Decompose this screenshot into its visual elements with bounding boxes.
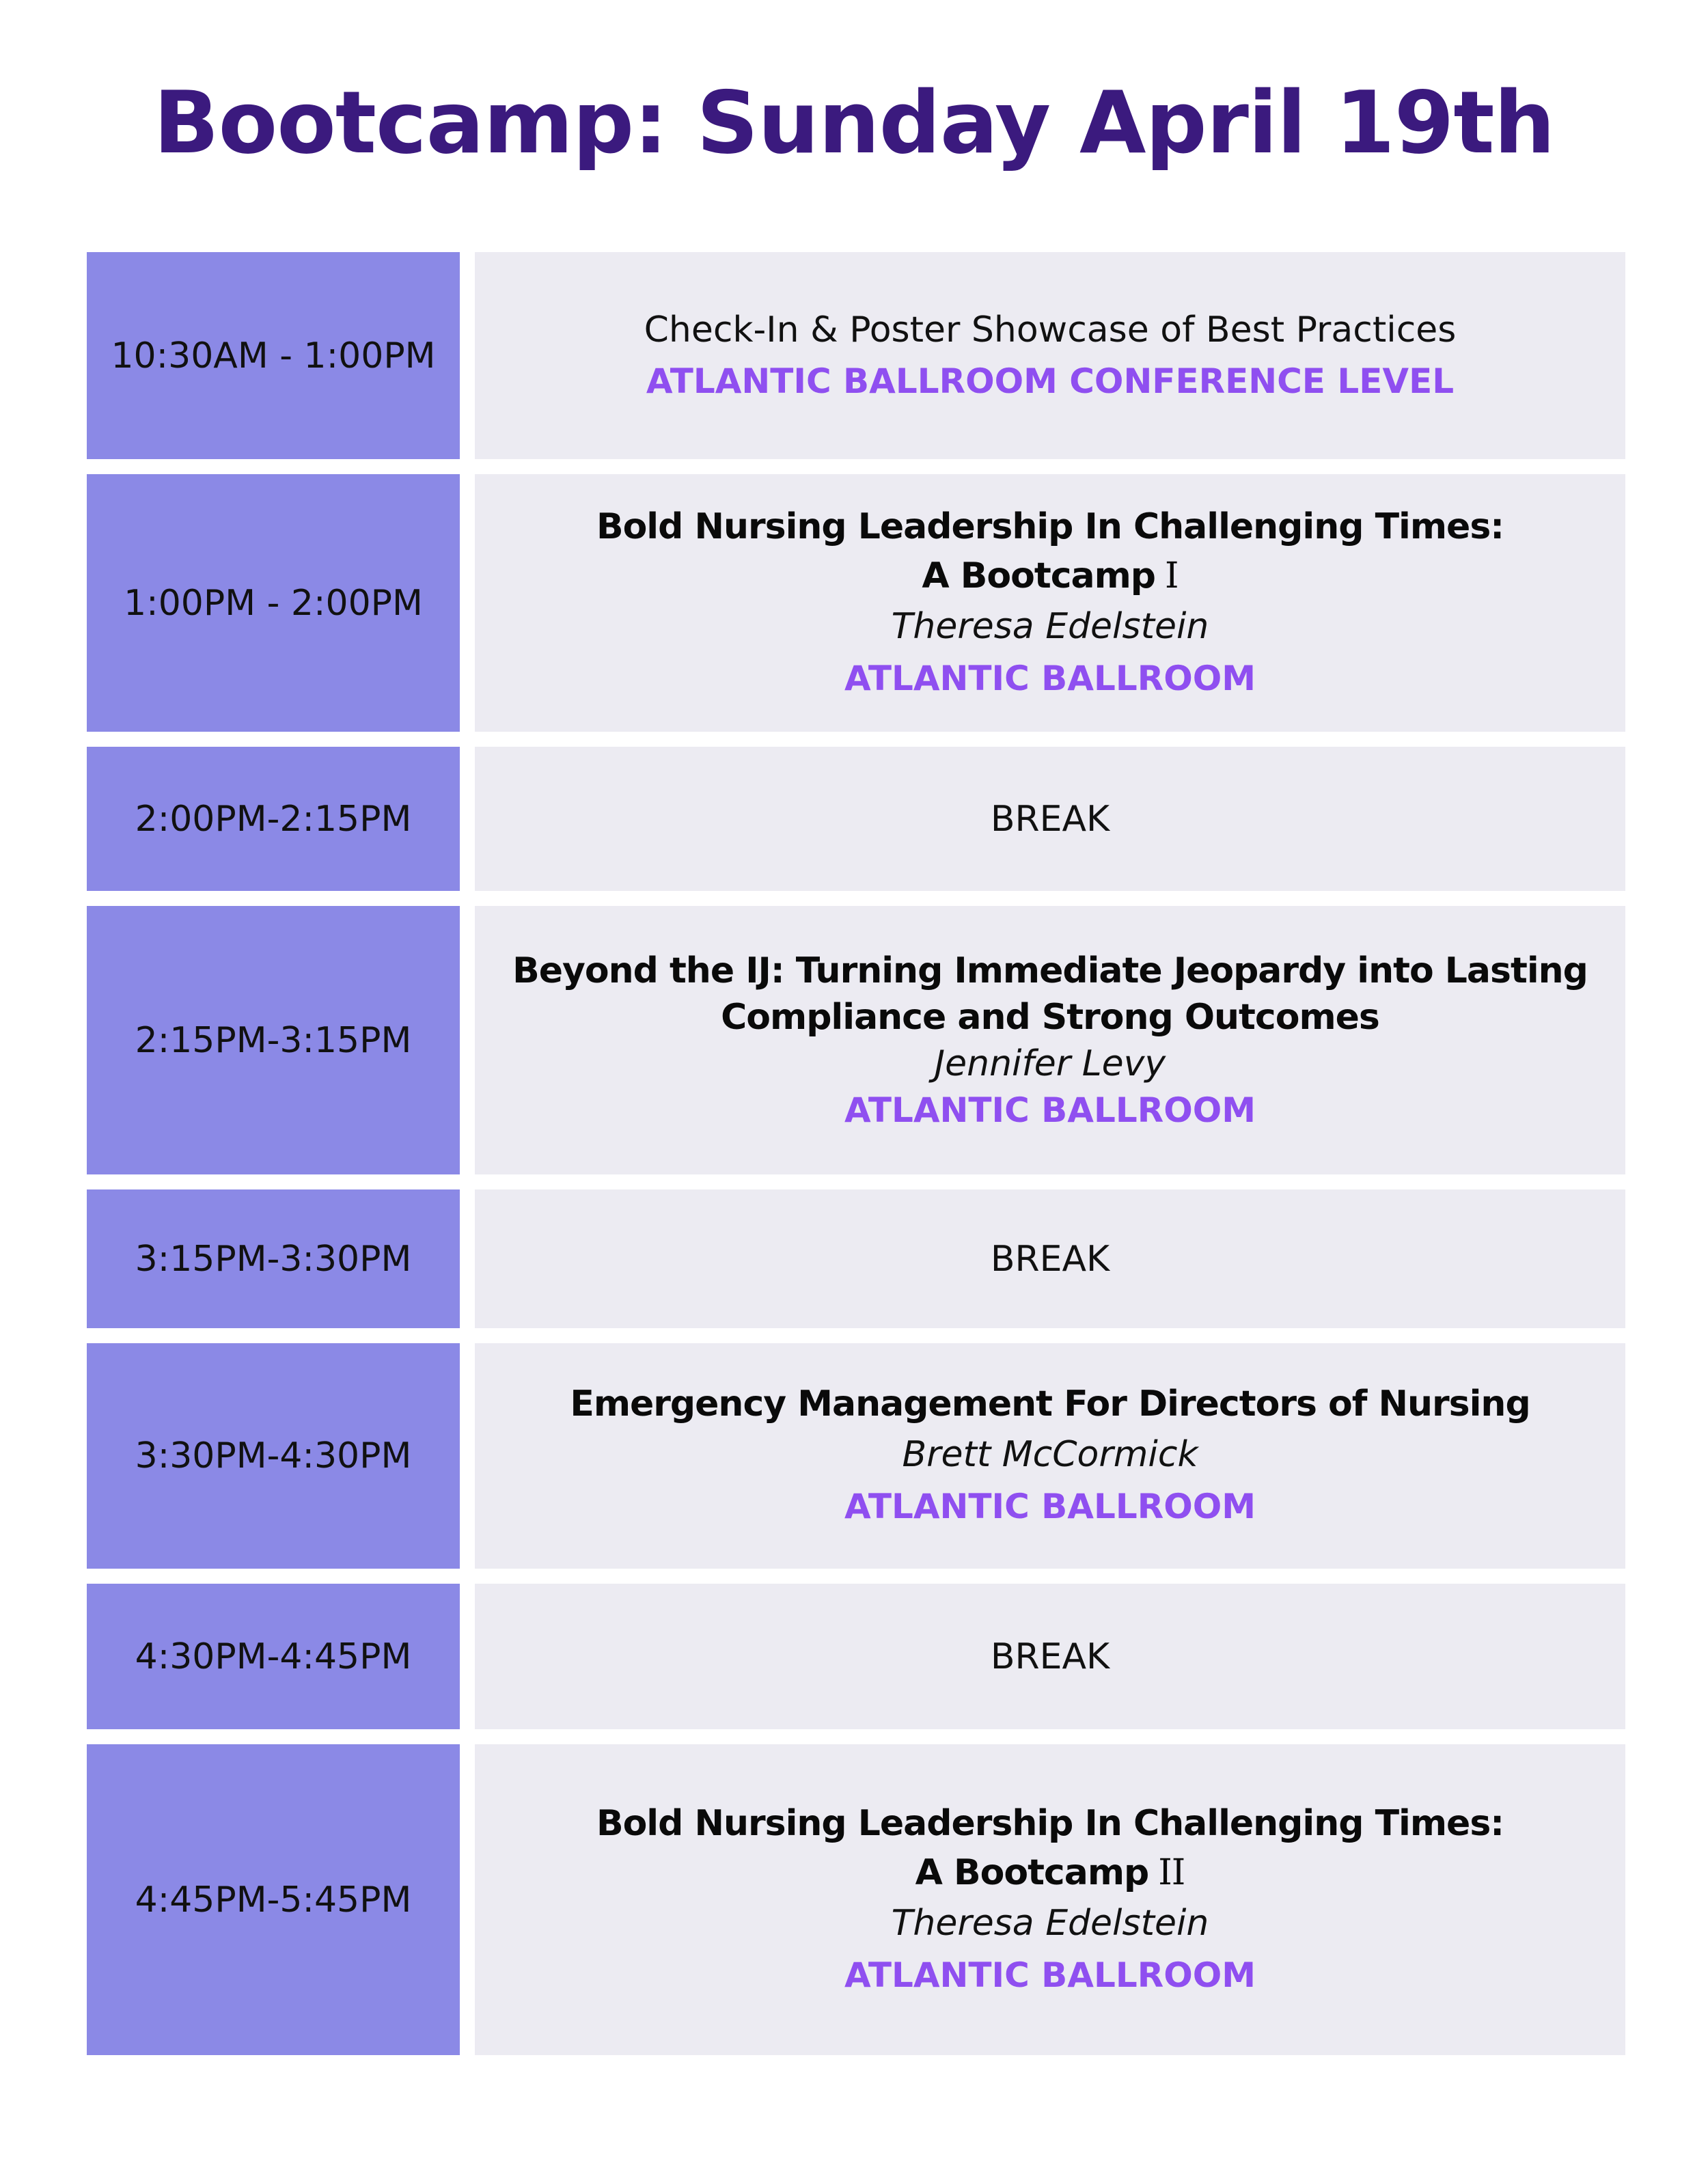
session-title-line (915, 1848, 1185, 1897)
session-location: ATLANTIC BALLROOM (844, 1955, 1256, 1995)
session-cell (475, 906, 1625, 1174)
session-title-text: A Bootcamp (922, 555, 1156, 596)
session-speaker: Theresa Edelstein (891, 1902, 1209, 1944)
break-label: BREAK (990, 1238, 1110, 1280)
time-cell: 4:45PM-5:45PM (87, 1744, 460, 2055)
break-label: BREAK (990, 798, 1110, 840)
session-description: Check-In & Poster Showcase of Best Practices (644, 309, 1457, 350)
session-cell (475, 252, 1625, 459)
session-speaker: Brett McCormick (902, 1434, 1198, 1475)
session-title-line: Emergency Management For Directors of Nursing (570, 1384, 1530, 1425)
schedule-table (87, 252, 1625, 2055)
session-location: ATLANTIC BALLROOM (844, 1487, 1256, 1526)
session-title-text: A Bootcamp (915, 1852, 1149, 1893)
session-speaker: Theresa Edelstein (891, 605, 1209, 647)
session-location: ATLANTIC BALLROOM (844, 1090, 1256, 1130)
schedule-row (87, 1584, 1625, 1729)
session-location: ATLANTIC BALLROOM (844, 658, 1256, 698)
time-cell: 10:30AM - 1:00PM (87, 252, 460, 459)
session-part-numeral: II (1158, 1852, 1185, 1893)
session-location: ATLANTIC BALLROOM CONFERENCE LEVEL (646, 361, 1455, 401)
schedule-row (87, 906, 1625, 1174)
schedule-row (87, 1744, 1625, 2055)
schedule-row (87, 252, 1625, 459)
time-cell: 2:00PM-2:15PM (87, 747, 460, 891)
schedule-row (87, 1343, 1625, 1569)
time-cell: 3:30PM-4:30PM (87, 1343, 460, 1569)
time-cell: 3:15PM-3:30PM (87, 1189, 460, 1328)
schedule-row (87, 1189, 1625, 1328)
session-cell (475, 1343, 1625, 1569)
break-label: BREAK (990, 1636, 1110, 1677)
time-cell: 1:00PM - 2:00PM (87, 474, 460, 732)
session-part-numeral: I (1165, 555, 1179, 596)
time-cell: 4:30PM-4:45PM (87, 1584, 460, 1729)
time-cell: 2:15PM-3:15PM (87, 906, 460, 1174)
session-cell (475, 747, 1625, 891)
schedule-row (87, 474, 1625, 732)
session-title-line: Compliance and Strong Outcomes (721, 996, 1379, 1038)
session-title-line: Bold Nursing Leadership In Challenging Times: (596, 1802, 1504, 1844)
session-title-line: Bold Nursing Leadership In Challenging Times: (596, 506, 1504, 547)
session-cell (475, 1189, 1625, 1328)
session-speaker: Jennifer Levy (934, 1043, 1166, 1084)
session-cell (475, 1584, 1625, 1729)
session-cell (475, 1744, 1625, 2055)
page-title: Bootcamp: Sunday April 19th (153, 72, 1555, 173)
session-cell (475, 474, 1625, 732)
session-title-line (922, 551, 1178, 601)
session-title-line: Beyond the IJ: Turning Immediate Jeopardy into Lasting (512, 950, 1588, 991)
schedule-row (87, 747, 1625, 891)
